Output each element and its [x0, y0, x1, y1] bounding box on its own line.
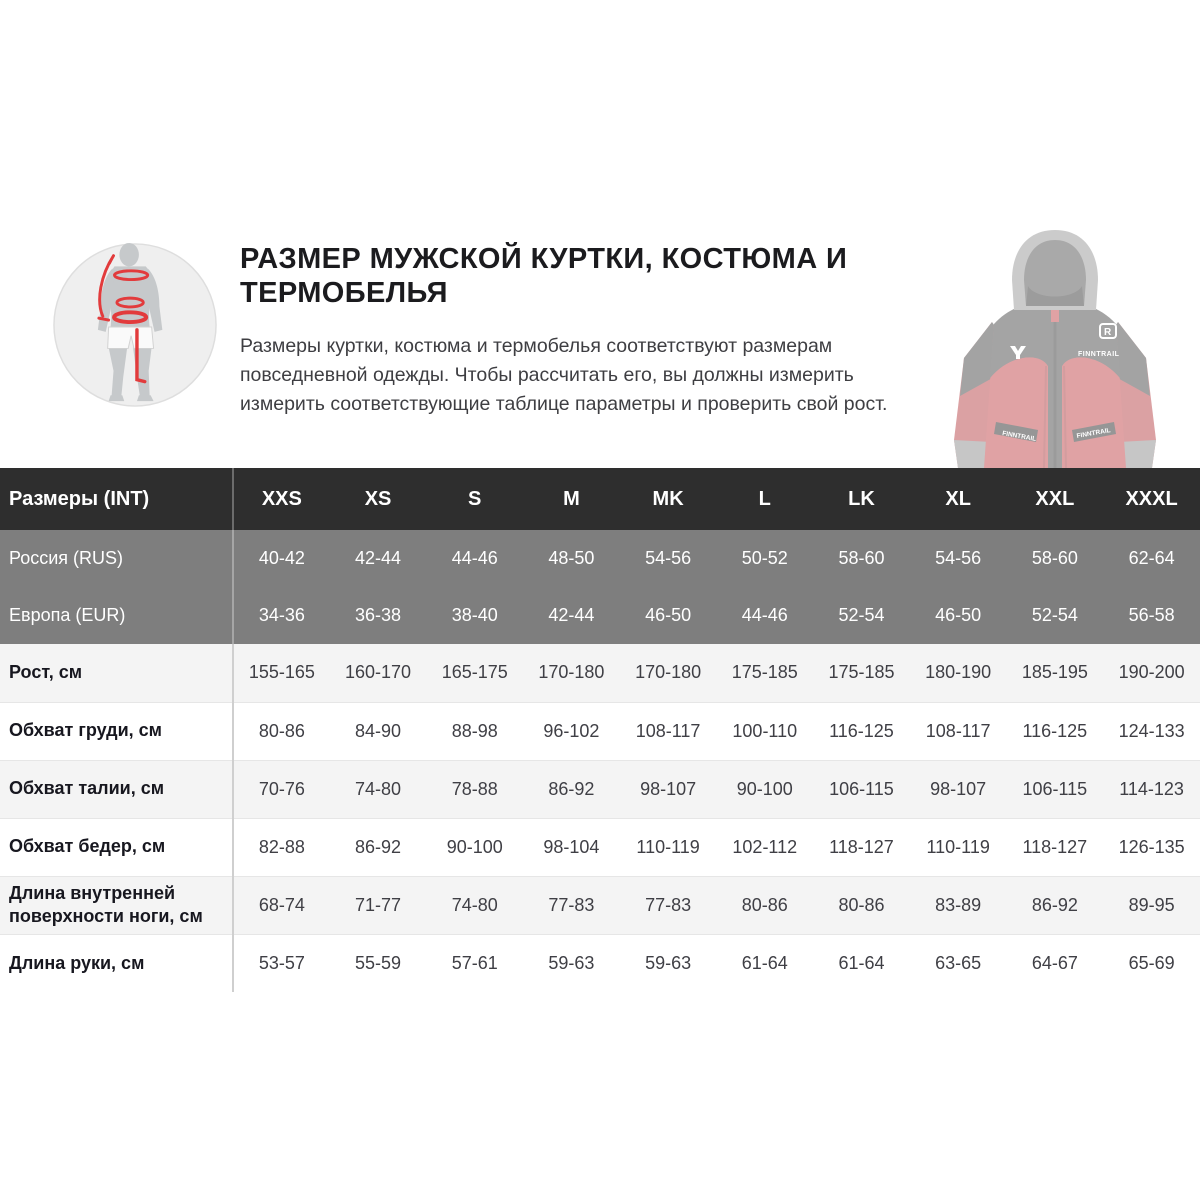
size-cell: 110-119 [926, 836, 990, 857]
size-cell: 62-64 [1128, 548, 1175, 568]
jacket-image-svg [950, 226, 1160, 468]
body-measurement-icon-svg [52, 242, 218, 408]
page-description: Размеры куртки, костюма и термобелья соответствуют размерам повседневной одежды. Чтобы рассчитать его, вы должны измерить измерить соответствующие таблице параметры и проверить свой рост. [240, 334, 888, 416]
size-cell: 80-86 [741, 894, 788, 915]
size-cell: 100-110 [732, 720, 798, 741]
hero-text-block [240, 243, 930, 420]
size-cell: 54-56 [935, 548, 982, 568]
size-cell: 90-100 [736, 778, 793, 799]
size-cell: 74-80 [355, 778, 402, 799]
size-cell: 108-117 [925, 720, 991, 741]
region-row [0, 530, 1200, 587]
size-cell: 59-63 [645, 952, 692, 973]
size-cell: 84-90 [355, 720, 402, 741]
size-cell: 124-133 [1118, 720, 1185, 741]
measurement-row-label: Обхват талии, см [9, 778, 165, 799]
size-cell: 98-107 [930, 778, 987, 799]
size-cell: 40-42 [233, 530, 330, 587]
region-row-label: Россия (RUS) [9, 548, 124, 568]
measurement-row-label: Обхват груди, см [9, 720, 162, 741]
size-cell: 54-56 [645, 548, 692, 568]
measurement-row [0, 934, 1200, 992]
measurement-row-label: Обхват бедер, см [9, 836, 166, 857]
svg-text:R: R [1104, 327, 1112, 338]
size-cell: 190-200 [1118, 662, 1185, 683]
size-cell: 59-63 [548, 952, 595, 973]
size-cell: 114-123 [1119, 778, 1184, 799]
size-cell: 98-104 [543, 836, 600, 857]
size-cell: 86-92 [548, 778, 595, 799]
size-column-header: S [426, 468, 523, 530]
size-cell: 118-127 [829, 836, 894, 857]
table-corner-label: Размеры (INT) [0, 468, 233, 530]
size-column-header: M [523, 468, 620, 530]
size-cell: 80-86 [233, 702, 330, 760]
size-cell: 106-115 [829, 778, 894, 799]
size-cell: 165-175 [441, 662, 508, 683]
size-cell: 82-88 [233, 818, 330, 876]
size-cell: 36-38 [355, 605, 402, 625]
size-cell: 77-83 [645, 894, 692, 915]
size-cell: 116-125 [1022, 720, 1088, 741]
measurement-row [0, 876, 1200, 934]
size-column-header: XL [910, 468, 1007, 530]
size-column-header: XXS [233, 468, 330, 530]
size-column-header: L [716, 468, 813, 530]
size-cell: 102-112 [732, 836, 798, 857]
size-cell: 185-195 [1021, 662, 1088, 683]
size-cell: 170-180 [635, 662, 702, 683]
measurement-row-label: Длина руки, см [9, 952, 145, 973]
region-rows-body [0, 530, 1200, 644]
size-cell: 155-165 [233, 644, 330, 702]
size-cell: 52-54 [838, 605, 885, 625]
measurement-rows-body [0, 644, 1200, 992]
size-cell: 52-54 [1031, 605, 1078, 625]
size-cell: 50-52 [741, 548, 788, 568]
size-column-header: MK [620, 468, 717, 530]
size-cell: 58-60 [1031, 548, 1078, 568]
svg-text:FINNTRAIL: FINNTRAIL [1078, 351, 1120, 358]
jacket-product-image [950, 226, 1160, 468]
size-cell: 89-95 [1128, 894, 1175, 915]
size-table [0, 468, 1200, 992]
size-cell: 56-58 [1128, 605, 1175, 625]
size-cell: 65-69 [1128, 952, 1175, 973]
size-cell: 70-76 [233, 760, 330, 818]
measurement-row [0, 760, 1200, 818]
size-cell: 110-119 [636, 836, 700, 857]
size-cell: 38-40 [451, 605, 498, 625]
size-cell: 86-92 [1031, 894, 1078, 915]
measurement-row [0, 702, 1200, 760]
size-cell: 77-83 [548, 894, 595, 915]
size-cell: 61-64 [838, 952, 885, 973]
measurement-row-label: Длина внутренней поверхности ноги, см [9, 882, 203, 926]
size-cell: 74-80 [451, 894, 498, 915]
size-column-header: XS [330, 468, 427, 530]
size-cell: 80-86 [838, 894, 885, 915]
size-cell: 108-117 [635, 720, 701, 741]
size-cell: 64-67 [1031, 952, 1078, 973]
size-cell: 42-44 [355, 548, 402, 568]
size-cell: 106-115 [1022, 778, 1088, 799]
size-cell: 46-50 [645, 605, 692, 625]
size-cell: 175-185 [731, 662, 798, 683]
size-cell: 180-190 [925, 662, 992, 683]
svg-text:FINNTRAIL: FINNTRAIL [1076, 427, 1112, 440]
size-cell: 88-98 [451, 720, 498, 741]
size-cell: 126-135 [1118, 836, 1185, 857]
size-cell: 118-127 [1022, 836, 1088, 857]
size-cell: 44-46 [451, 548, 498, 568]
size-cell: 98-107 [640, 778, 697, 799]
region-row-label: Европа (EUR) [9, 605, 126, 625]
size-cell: 58-60 [838, 548, 885, 568]
size-cell: 71-77 [355, 894, 402, 915]
size-cell: 55-59 [355, 952, 402, 973]
size-cell: 42-44 [548, 605, 595, 625]
size-cell: 116-125 [829, 720, 894, 741]
size-cell: 57-61 [451, 952, 498, 973]
page-title: РАЗМЕР МУЖСКОЙ КУРТКИ, КОСТЮМА И ТЕРМОБЕЛЬЯ [240, 243, 848, 309]
header-section [0, 0, 1200, 468]
size-cell: 160-170 [345, 662, 412, 683]
size-column-header: XXXL [1103, 468, 1200, 530]
size-cell: 61-64 [741, 952, 788, 973]
size-cell: 175-185 [828, 662, 895, 683]
size-cell: 96-102 [543, 720, 600, 741]
size-column-header: XXL [1007, 468, 1104, 530]
size-cell: 83-89 [935, 894, 982, 915]
size-cell: 86-92 [355, 836, 402, 857]
size-cell: 90-100 [446, 836, 503, 857]
size-cell: 48-50 [548, 548, 595, 568]
size-cell: 170-180 [538, 662, 605, 683]
size-cell: 46-50 [935, 605, 982, 625]
body-measurement-icon [52, 242, 218, 408]
size-cell: 63-65 [935, 952, 982, 973]
size-cell: 34-36 [233, 587, 330, 644]
size-cell: 78-88 [451, 778, 498, 799]
size-cell: 44-46 [741, 605, 788, 625]
size-column-header: LK [813, 468, 910, 530]
measurement-row-label: Рост, см [9, 662, 83, 683]
measurement-row [0, 644, 1200, 702]
region-row [0, 587, 1200, 644]
table-header-row [0, 468, 1200, 530]
size-cell: 53-57 [233, 934, 330, 992]
svg-text:FINNTRAIL: FINNTRAIL [1001, 430, 1037, 443]
size-cell: 68-74 [233, 876, 330, 934]
measurement-row [0, 818, 1200, 876]
